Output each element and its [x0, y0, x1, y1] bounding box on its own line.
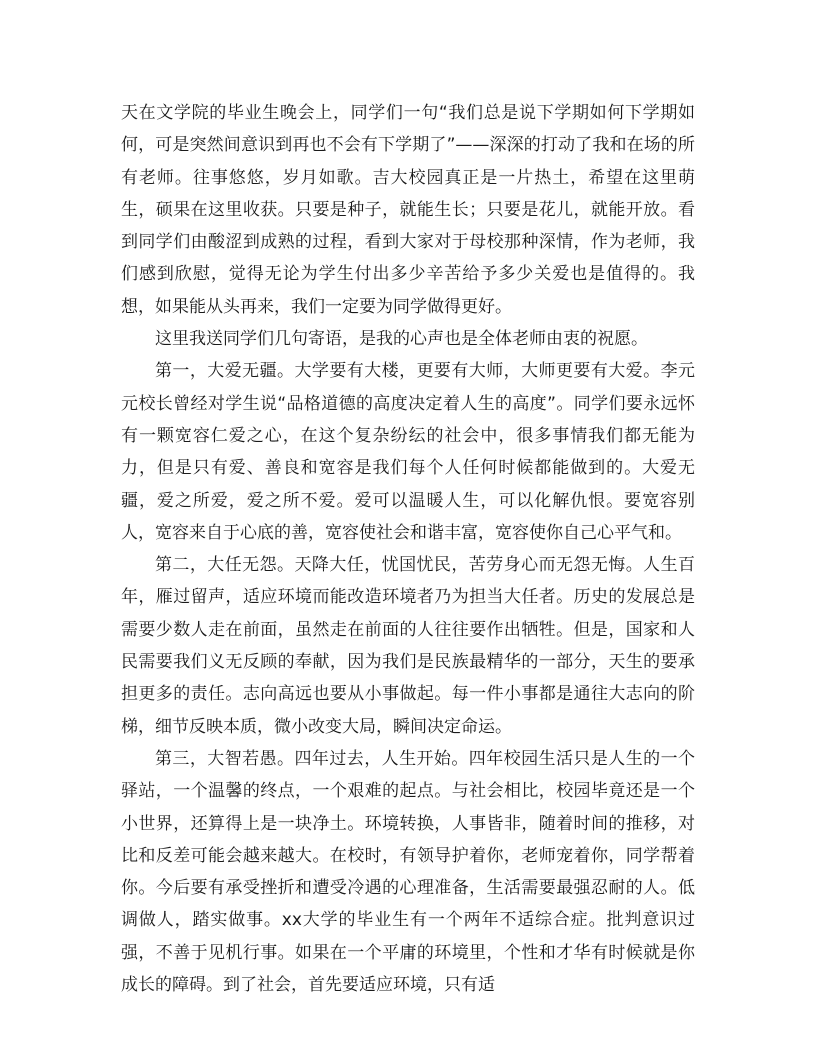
- paragraph-intro-wishes: 这里我送同学们几句寄语，是我的心声也是全体老师由衷的祝愿。: [155, 329, 648, 350]
- paragraph-second-wish: 第二，大任无怨。天降大任，忧国忧民，苦劳身心而无怨无悔。人生百年，雁过留声，适应环境而能改造环境者乃为担当大任者。历史的发展总是需要少数人走在前面，虽然走在前面的人往往要作出牺牲。但是，国家和人民需要我们义无反顾的奉献，因为我们是民族最精华的一部分，天生的要承担更多的责任。志向高远也要从小事做起。每一件小事都是通往大志向的阶梯，细节反映本质，微小改变大局，瞬间决定命运。: [121, 555, 695, 737]
- document-body: [121, 97, 695, 1001]
- paragraph-continuation: 天在文学院的毕业生晚会上，同学们一句“我们总是说下学期如何下学期如何，可是突然间意识到再也不会有下学期了”——深深的打动了我和在场的所有老师。往事悠悠，岁月如歌。吉大校园真正是一片热土，希望在这里萌生，硕果在这里收获。只要是种子，就能生长；只要是花儿，就能开放。看到同学们由酸涩到成熟的过程，看到大家对于母校那种深情，作为老师，我们感到欣慰，觉得无论为学生付出多少辛苦给予多少关爱也是值得的。我想，如果能从头再来，我们一定要为同学做得更好。: [121, 103, 695, 317]
- paragraph-first-wish: 第一，大爱无疆。大学要有大楼，更要有大师，大师更要有大爱。李元元校长曾经对学生说“品格道德的高度决定着人生的高度”。同学们要永远怀有一颗宽容仁爱之心，在这个复杂纷纭的社会中，很多事情我们都无能为力，但是只有爱、善良和宽容是我们每个人任何时候都能做到的。大爱无疆，爱之所爱，爱之所不爱。爱可以温暖人生，可以化解仇恨。要宽容别人，宽容来自于心底的善，宽容使社会和谐丰富，宽容使你自己心平气和。: [121, 361, 695, 543]
- paragraph-third-wish: 第三，大智若愚。四年过去，人生开始。四年校园生活只是人生的一个驿站，一个温馨的终点，一个艰难的起点。与社会相比，校园毕竟还是一个小世界，还算得上是一块净土。环境转换，人事皆非，随着时间的推移，对比和反差可能会越来越大。在校时，有领导护着你，老师宠着你，同学帮着你。今后要有承受挫折和遭受冷遇的心理准备，生活需要最强忍耐的人。低调做人，踏实做事。xx大学的毕业生有一个两年不适综合症。批判意识过强，不善于见机行事。如果在一个平庸的环境里，个性和才华有时候就是你成长的障碍。到了社会，首先要适应环境，只有适: [121, 748, 695, 996]
